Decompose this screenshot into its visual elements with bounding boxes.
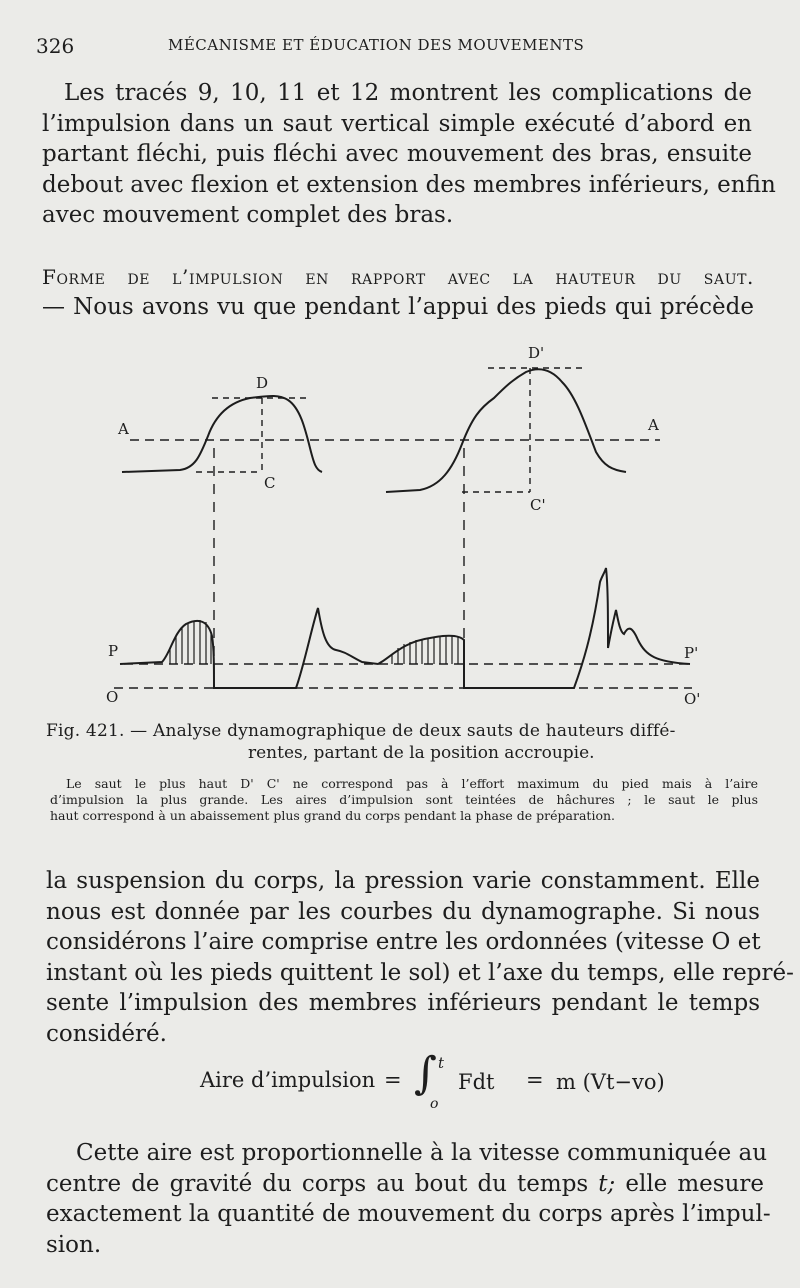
section-continuation: — Nous avons vu que pendant l’appui des pieds qui précède bbox=[42, 294, 754, 320]
body-line: nous est donnée par les courbes du dynamographe. Si nous bbox=[46, 898, 760, 925]
caption-line: rentes, partant de la position accroupie. bbox=[248, 743, 595, 763]
closing-line: exactement la quantité de mouvement du corps après l’impul- bbox=[46, 1201, 771, 1227]
label-C-prime: C' bbox=[530, 496, 546, 514]
label-O: O bbox=[106, 688, 119, 706]
formula-rhs: m (Vt−vo) bbox=[556, 1070, 665, 1094]
body-paragraph bbox=[46, 866, 794, 1049]
intro-line: debout avec flexion et extension des membres inférieurs, enfin bbox=[42, 171, 776, 198]
label-P-prime: P' bbox=[684, 644, 699, 662]
figure-caption bbox=[46, 720, 758, 764]
body-line: considérons l’aire comprise entre les ordonnées (vitesse O et bbox=[46, 929, 761, 955]
dynamograph-figure bbox=[100, 336, 720, 712]
label-D: D bbox=[256, 374, 269, 392]
intro-line: partant fléchi, puis fléchi avec mouvement des bras, ensuite bbox=[42, 141, 752, 167]
running-head: MÉCANISME ET ÉDUCATION DES MOUVEMENTS bbox=[168, 36, 585, 54]
body-line: considéré. bbox=[46, 1020, 167, 1047]
integral-lower-limit: o bbox=[430, 1096, 439, 1112]
formula-integrand: Fdt bbox=[458, 1070, 495, 1094]
closing-text: elle mesure bbox=[615, 1170, 764, 1197]
closing-variable-t: t; bbox=[598, 1170, 616, 1197]
intro-line: Les tracés 9, 10, 11 et 12 montrent les complications de bbox=[64, 80, 752, 106]
formula-equals: = bbox=[526, 1068, 544, 1092]
body-line: la suspension du corps, la pression varie constamment. Elle bbox=[46, 868, 760, 894]
note-line: d’impulsion la plus grande. Les aires d’impulsion sont teintées de hâchures ; le saut le plus bbox=[50, 792, 758, 807]
height-curve-1 bbox=[122, 396, 322, 472]
label-A-right: A bbox=[648, 416, 659, 434]
integral-upper-limit: t bbox=[438, 1054, 445, 1072]
body-line: sente l’impulsion des membres inférieurs pendant le temps bbox=[46, 990, 760, 1016]
closing-line: sion. bbox=[46, 1231, 102, 1258]
closing-text: centre de gravité du corps au bout du temps bbox=[46, 1170, 599, 1197]
integral-sign: ∫ bbox=[414, 1048, 437, 1099]
impulse-area-1-hatching bbox=[170, 620, 211, 664]
note-line: Le saut le plus haut D' C' ne correspond pas à l’effort maximum du pied mais à l’aire bbox=[66, 776, 758, 791]
section-heading: Forme de l’impulsion en rapport avec la hauteur du saut. bbox=[42, 265, 754, 289]
height-curve-2 bbox=[386, 369, 626, 492]
impulse-formula bbox=[200, 1048, 665, 1116]
label-D-prime: D' bbox=[528, 344, 545, 362]
label-O-prime: O' bbox=[684, 690, 701, 708]
dynamograph-diagram bbox=[100, 336, 720, 712]
figure-note bbox=[50, 776, 758, 824]
section-heading-block bbox=[42, 262, 754, 322]
impulse-area-2-hatching bbox=[392, 636, 458, 664]
label-C: C bbox=[264, 474, 276, 492]
closing-paragraph bbox=[46, 1138, 771, 1260]
page-number: 326 bbox=[36, 34, 75, 58]
page-header bbox=[36, 34, 756, 58]
body-line: instant où les pieds quittent le sol) et l’axe du temps, elle repré- bbox=[46, 959, 794, 986]
intro-paragraph bbox=[42, 78, 776, 231]
label-A-left: A bbox=[118, 420, 129, 438]
closing-line bbox=[46, 1169, 764, 1200]
intro-line: l’impulsion dans un saut vertical simple exécuté d’abord en bbox=[42, 110, 752, 137]
note-line: haut correspond à un abaissement plus grand du corps pendant la phase de préparation. bbox=[50, 808, 615, 823]
caption-line: Fig. 421. — Analyse dynamographique de deux sauts de hauteurs diffé- bbox=[46, 721, 676, 741]
formula-lhs: Aire d’impulsion bbox=[200, 1068, 376, 1092]
label-P: P bbox=[108, 642, 119, 660]
closing-line: Cette aire est proportionnelle à la vitesse communiquée au bbox=[76, 1140, 768, 1166]
intro-line: avec mouvement complet des bras. bbox=[42, 202, 454, 228]
formula-equals: = bbox=[384, 1068, 402, 1092]
